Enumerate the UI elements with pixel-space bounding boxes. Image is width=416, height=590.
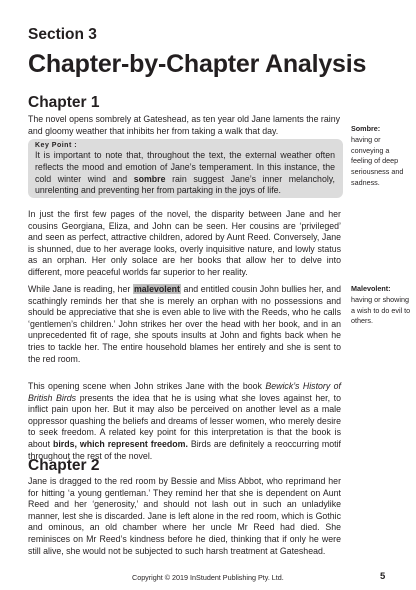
glossary-entry-malevolent bbox=[351, 284, 411, 327]
chapter-2-heading: Chapter 2 bbox=[28, 457, 100, 474]
page-number: 5 bbox=[380, 571, 386, 582]
chapter-1-intro: The novel opens sombrely at Gateshead, as ten year old Jane laments the rainy and gloomy weather that inhibits her from taking a walk that day. bbox=[28, 114, 340, 136]
key-point-text-after: rain suggest Jane’s inner melancholy, unrelenting and preventing her from partaking in the joys of life. bbox=[35, 173, 335, 196]
key-point-bold-term: sombre bbox=[133, 173, 166, 184]
glossary-term: Malevolent: bbox=[351, 284, 391, 293]
page-title: Chapter-by-Chapter Analysis bbox=[28, 50, 367, 78]
glossary-definition: having or showing a wish to do evil to others. bbox=[351, 294, 411, 326]
glossary-definition: having or conveying a feeling of deep seriousness and sadness. bbox=[351, 134, 404, 187]
copyright-notice: Copyright © 2019 InStudent Publishing Pty. Ltd. bbox=[132, 573, 284, 582]
chapter-1-paragraph-3 bbox=[28, 284, 341, 365]
chapter-1-heading: Chapter 1 bbox=[28, 94, 100, 111]
paragraph-4-middle: presents the idea that he is using what she loves against her, to inflict pain upon her. But it may also be perceived on another level as a male oppressor quashing the beliefs and dreams of lesser women, who merely desire to seek freedom. A related key point for this interpretation is that the book is about bbox=[28, 392, 341, 449]
paragraph-3-after: and entitled cousin John bullies her, and scathingly reminds her that she is merely an orphan with no possessions and should be appreciative that she is even able to live with the Reeds, who he calls ‘gentlemen’s children.’ John strikes her over the head with her book, and in an unprecedented fit of rage, she spouts insults at John and fights back when he tries to tackle her. The entire household blames her entirely and she is sent to the red room. bbox=[28, 284, 341, 364]
paragraph-3-before: While Jane is reading, her bbox=[28, 284, 133, 294]
book-title: Bewick’s History of British Birds bbox=[28, 381, 342, 403]
key-point-label: Key Point : bbox=[35, 142, 78, 149]
key-point-text bbox=[35, 150, 335, 197]
highlighted-term: malevolent bbox=[133, 284, 180, 294]
glossary-term: Sombre: bbox=[351, 124, 381, 133]
paragraph-4-before: This opening scene when John strikes Jane with the book bbox=[28, 381, 266, 391]
chapter-2-paragraph-1: Jane is dragged to the red room by Bessie and Miss Abbot, who reprimand her for hitting ‘a young gentleman.’ They remind her that she is dependent on Aunt Reed and her ‘generosity,’ and should not lash out in such an unladylike manner, lest she is discarded. Jane is left alone in the red room, which is Gothic and ominous, an old chamber where her uncle Mr Reed had died. She reminisces on Mr Reed’s kindness before he died, thinking that if only he were still alive, she would not be subjected to such harsh treatment at Gateshead. bbox=[28, 476, 341, 556]
chapter-1-paragraph-2: In just the first few pages of the novel, the disparity between Jane and her cousins Georgiana, Eliza, and John can be seen. Her cousins are ‘privileged’ and seen as perfect, attractive children, adored by Aunt Reed. Conversely, Jane is shunned, due to her average looks, overly inquisitive nature, and lowly status as an orphan. Her only solace are her books that allow her to delve into different, more peaceful worlds far superior to her reality. bbox=[28, 209, 341, 277]
chapter-1-paragraph-4 bbox=[28, 381, 341, 462]
section-label: Section 3 bbox=[28, 26, 97, 43]
key-point-text-before: It is important to note that, throughout the text, the external weather often reflects the mood and emotion of Jane’s temperament. In this instance, the cold winter wind and bbox=[35, 150, 335, 184]
glossary-entry-sombre bbox=[351, 124, 411, 189]
paragraph-4-bold: birds, which represent freedom. bbox=[52, 438, 188, 449]
key-point-box bbox=[28, 139, 343, 198]
paragraph-4-after: Birds are definitely a reoccurring motif throughout the rest of the novel. bbox=[28, 438, 342, 461]
